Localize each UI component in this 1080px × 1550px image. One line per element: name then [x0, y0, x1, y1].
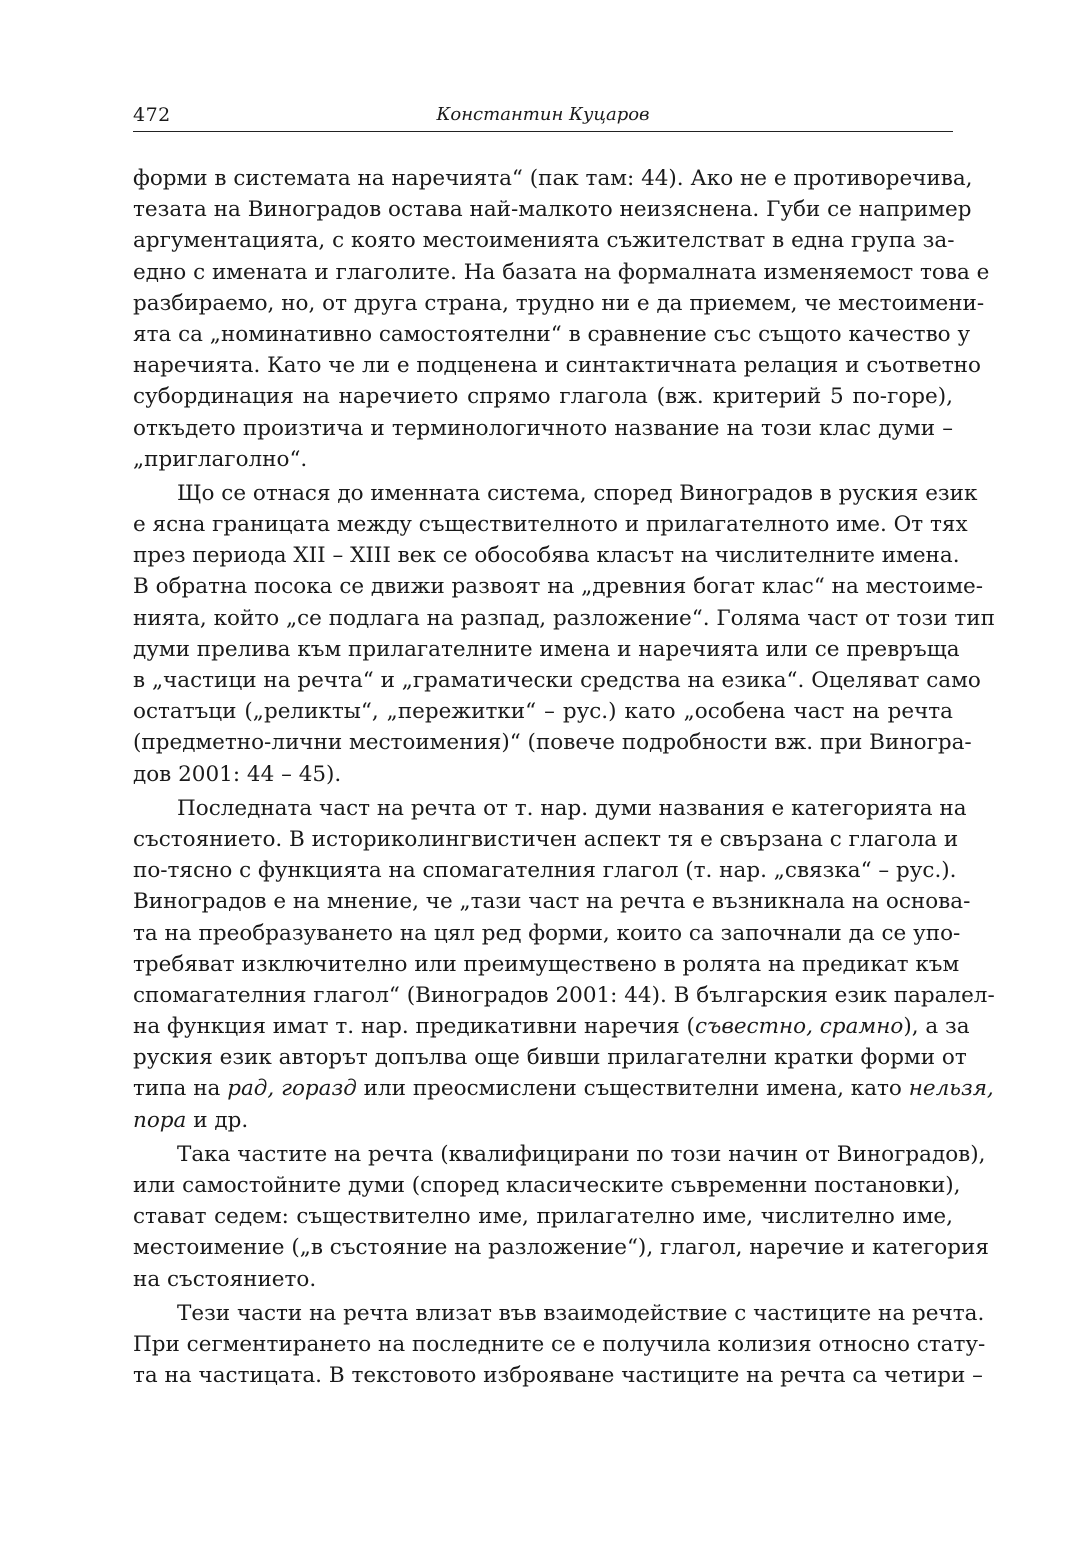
text-line: аргументацията, с която местоименията съжителстват в една група за-	[133, 228, 955, 254]
running-header	[133, 103, 953, 132]
text-line: дов 2001: 44 – 45).	[133, 761, 342, 787]
text-line: та на преобразуването на цял ред форми, които са започнали да се упо-	[133, 920, 961, 946]
text-line: В обратна посока се движи развоят на „древния богат клас“ на местоиме-	[133, 574, 984, 600]
text-line: в „частици на речта“ и „граматически средства на езика“. Оцеляват само	[133, 668, 981, 693]
page-number: 472	[133, 104, 171, 126]
text-line: или самостойните думи (според класическите съвременни постановки),	[133, 1173, 961, 1198]
text-line: по-тясно с функцията на спомагателния глагол (т. нар. „связка“ – рус.).	[133, 858, 957, 884]
text-line: тезата на Виноградов остава най-малкото неизяснена. Губи се например	[133, 197, 972, 223]
running-head-author: Константин Куцаров	[436, 104, 650, 125]
text-line: Тези части на речта влизат във взаимодействие с частиците на речта.	[177, 1300, 985, 1326]
text-line: пора и др.	[133, 1107, 249, 1133]
text-line: руския език авторът допълва още бивши прилагателни кратки форми от	[133, 1045, 967, 1071]
text-line: та на частицата. В текстовото изброяване частиците на речта са четири –	[133, 1363, 983, 1389]
text-line: на състоянието.	[133, 1266, 317, 1292]
text-line: откъдето произтича и терминологичното название на този клас думи –	[133, 415, 953, 441]
text-line: нията, който „се подлага на разпад, разложение“. Голяма част от този тип	[133, 605, 995, 631]
text-line: При сегментирането на последните се е получила колизия относно стату-	[133, 1331, 986, 1357]
text-line: едно с имената и глаголите. На базата на формалната изменяемост това е	[133, 259, 990, 285]
text-line: субординация на наречието спрямо глагола (вж. критерий 5 по-горе),	[133, 384, 953, 410]
text-line: наречията. Като че ли е подценена и синтактичната релация и съответно	[133, 353, 981, 379]
text-line: Виноградов е на мнение, че „тази част на речта е възникнала на основа-	[133, 889, 971, 915]
text-line: Така частите на речта (квалифицирани по този начин от Виноградов),	[177, 1141, 986, 1167]
text-line: типа на рад, горазд или преосмислени съществителни имена, като нельзя,	[133, 1076, 994, 1102]
text-line: е ясна границата между съществителното и прилагателното име. От тях	[133, 512, 968, 538]
text-line: форми в системата на наречията“ (пак там: 44). Ако не е противоречива,	[133, 166, 973, 191]
text-line: разбираемо, но, от друга страна, трудно ни е да приемем, че местоимени-	[133, 290, 985, 316]
text-line: думи прелива към прилагателните имена и наречията или се превръща	[133, 636, 960, 662]
text-line: стават седем: съществително име, прилагателно име, числително име,	[133, 1204, 953, 1230]
text-line: местоимение („в състояние на разложение“), глагол, наречие и категория	[133, 1235, 989, 1261]
text-line: състоянието. В историколингвистичен аспект тя е свързана с глагола и	[133, 826, 959, 852]
text-line: ята са „номинативно самостоятелни“ в сравнение със същото качество у	[133, 321, 971, 347]
text-line: през периода XII – XIII век се обособява класът на числителните имена.	[133, 543, 960, 569]
text-line: на функция имат т. нар. предикативни наречия (съвестно, срамно), а за	[133, 1014, 970, 1040]
text-line: остатъци („реликты“, „пережитки“ – рус.) като „особена част на речта	[133, 699, 953, 725]
text-line: требяват изключително или преимуществено в ролята на предикат към	[133, 951, 960, 977]
text-line: Последната част на речта от т. нар. думи названия е категорията на	[177, 795, 967, 821]
text-line: Що се отнася до именната система, според Виноградов в руския език	[177, 480, 978, 506]
text-line: спомагателния глагол“ (Виноградов 2001: 44). В българския език паралел-	[133, 982, 995, 1008]
text-line: (предметно-лични местоимения)“ (повече подробности вж. при Виногра-	[133, 730, 972, 756]
text-line: „приглаголно“.	[133, 446, 308, 472]
body-text	[133, 163, 995, 1391]
